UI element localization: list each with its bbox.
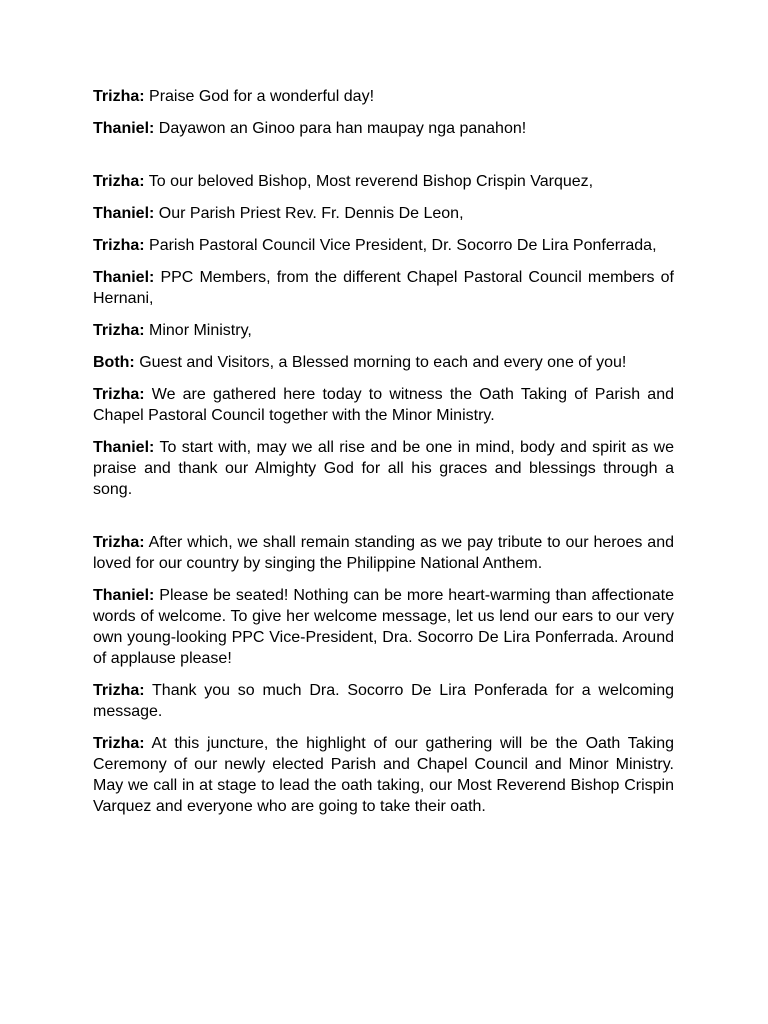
line-text: Thank you so much Dra. Socorro De Lira Ponferada for a welcoming message. xyxy=(93,682,675,720)
speaker-name: Trizha: xyxy=(93,682,145,699)
line-text: Please be seated! Nothing can be more heart-warming than affectionate words of welcome. To give her welcome message, let us lend our ears to our very own young-looking PPC Vice-President, Dra. Socorro De Lira Ponferrada. Around of applause please! xyxy=(93,587,674,667)
speaker-name: Thaniel: xyxy=(93,439,155,456)
script-line xyxy=(93,203,674,224)
script-line xyxy=(93,171,674,192)
line-text: To our beloved Bishop, Most reverend Bishop Crispin Varquez, xyxy=(148,173,594,190)
script-line xyxy=(93,267,674,309)
line-text: Parish Pastoral Council Vice President, Dr. Socorro De Lira Ponferrada, xyxy=(149,237,657,254)
speaker-name: Thaniel: xyxy=(93,120,155,137)
line-text: Our Parish Priest Rev. Fr. Dennis De Leon, xyxy=(158,205,464,222)
line-text: After which, we shall remain standing as we pay tribute to our heroes and loved for our country by singing the Philippine National Anthem. xyxy=(93,534,675,572)
script-line xyxy=(93,118,674,139)
speaker-name: Thaniel: xyxy=(93,587,155,604)
line-text: Dayawon an Ginoo para han maupay nga panahon! xyxy=(158,120,527,137)
speaker-name: Thaniel: xyxy=(93,205,155,222)
script-line xyxy=(93,320,674,341)
script-line xyxy=(93,532,674,574)
speaker-name: Trizha: xyxy=(93,534,145,551)
speaker-name: Both: xyxy=(93,354,135,371)
speaker-name: Trizha: xyxy=(93,88,145,105)
document-page xyxy=(93,86,674,828)
line-text: Minor Ministry, xyxy=(149,322,252,339)
line-text: We are gathered here today to witness the Oath Taking of Parish and Chapel Pastoral Council together with the Minor Ministry. xyxy=(93,386,675,424)
speaker-name: Trizha: xyxy=(93,386,145,403)
script-line xyxy=(93,437,674,500)
speaker-name: Trizha: xyxy=(93,735,145,752)
script-line xyxy=(93,235,674,256)
line-text: To start with, may we all rise and be one in mind, body and spirit as we praise and thank our Almighty God for all his graces and blessings through a song. xyxy=(93,439,675,498)
script-line xyxy=(93,352,674,373)
line-text: At this juncture, the highlight of our gathering will be the Oath Taking Ceremony of our newly elected Parish and Chapel Council and Minor Ministry. May we call in at stage to lead the oath taking, our Most Reverend Bishop Crispin Varquez and everyone who are going to take their oath. xyxy=(93,735,674,815)
speaker-name: Thaniel: xyxy=(93,269,155,286)
speaker-name: Trizha: xyxy=(93,237,145,254)
script-line xyxy=(93,585,674,669)
script-line xyxy=(93,680,674,722)
script-line xyxy=(93,733,674,817)
script-line xyxy=(93,86,674,107)
script-line xyxy=(93,384,674,426)
line-text: Guest and Visitors, a Blessed morning to each and every one of you! xyxy=(139,354,627,371)
line-text: Praise God for a wonderful day! xyxy=(149,88,375,105)
speaker-name: Trizha: xyxy=(93,322,145,339)
speaker-name: Trizha: xyxy=(93,173,145,190)
line-text: PPC Members, from the different Chapel Pastoral Council members of Hernani, xyxy=(93,269,674,307)
